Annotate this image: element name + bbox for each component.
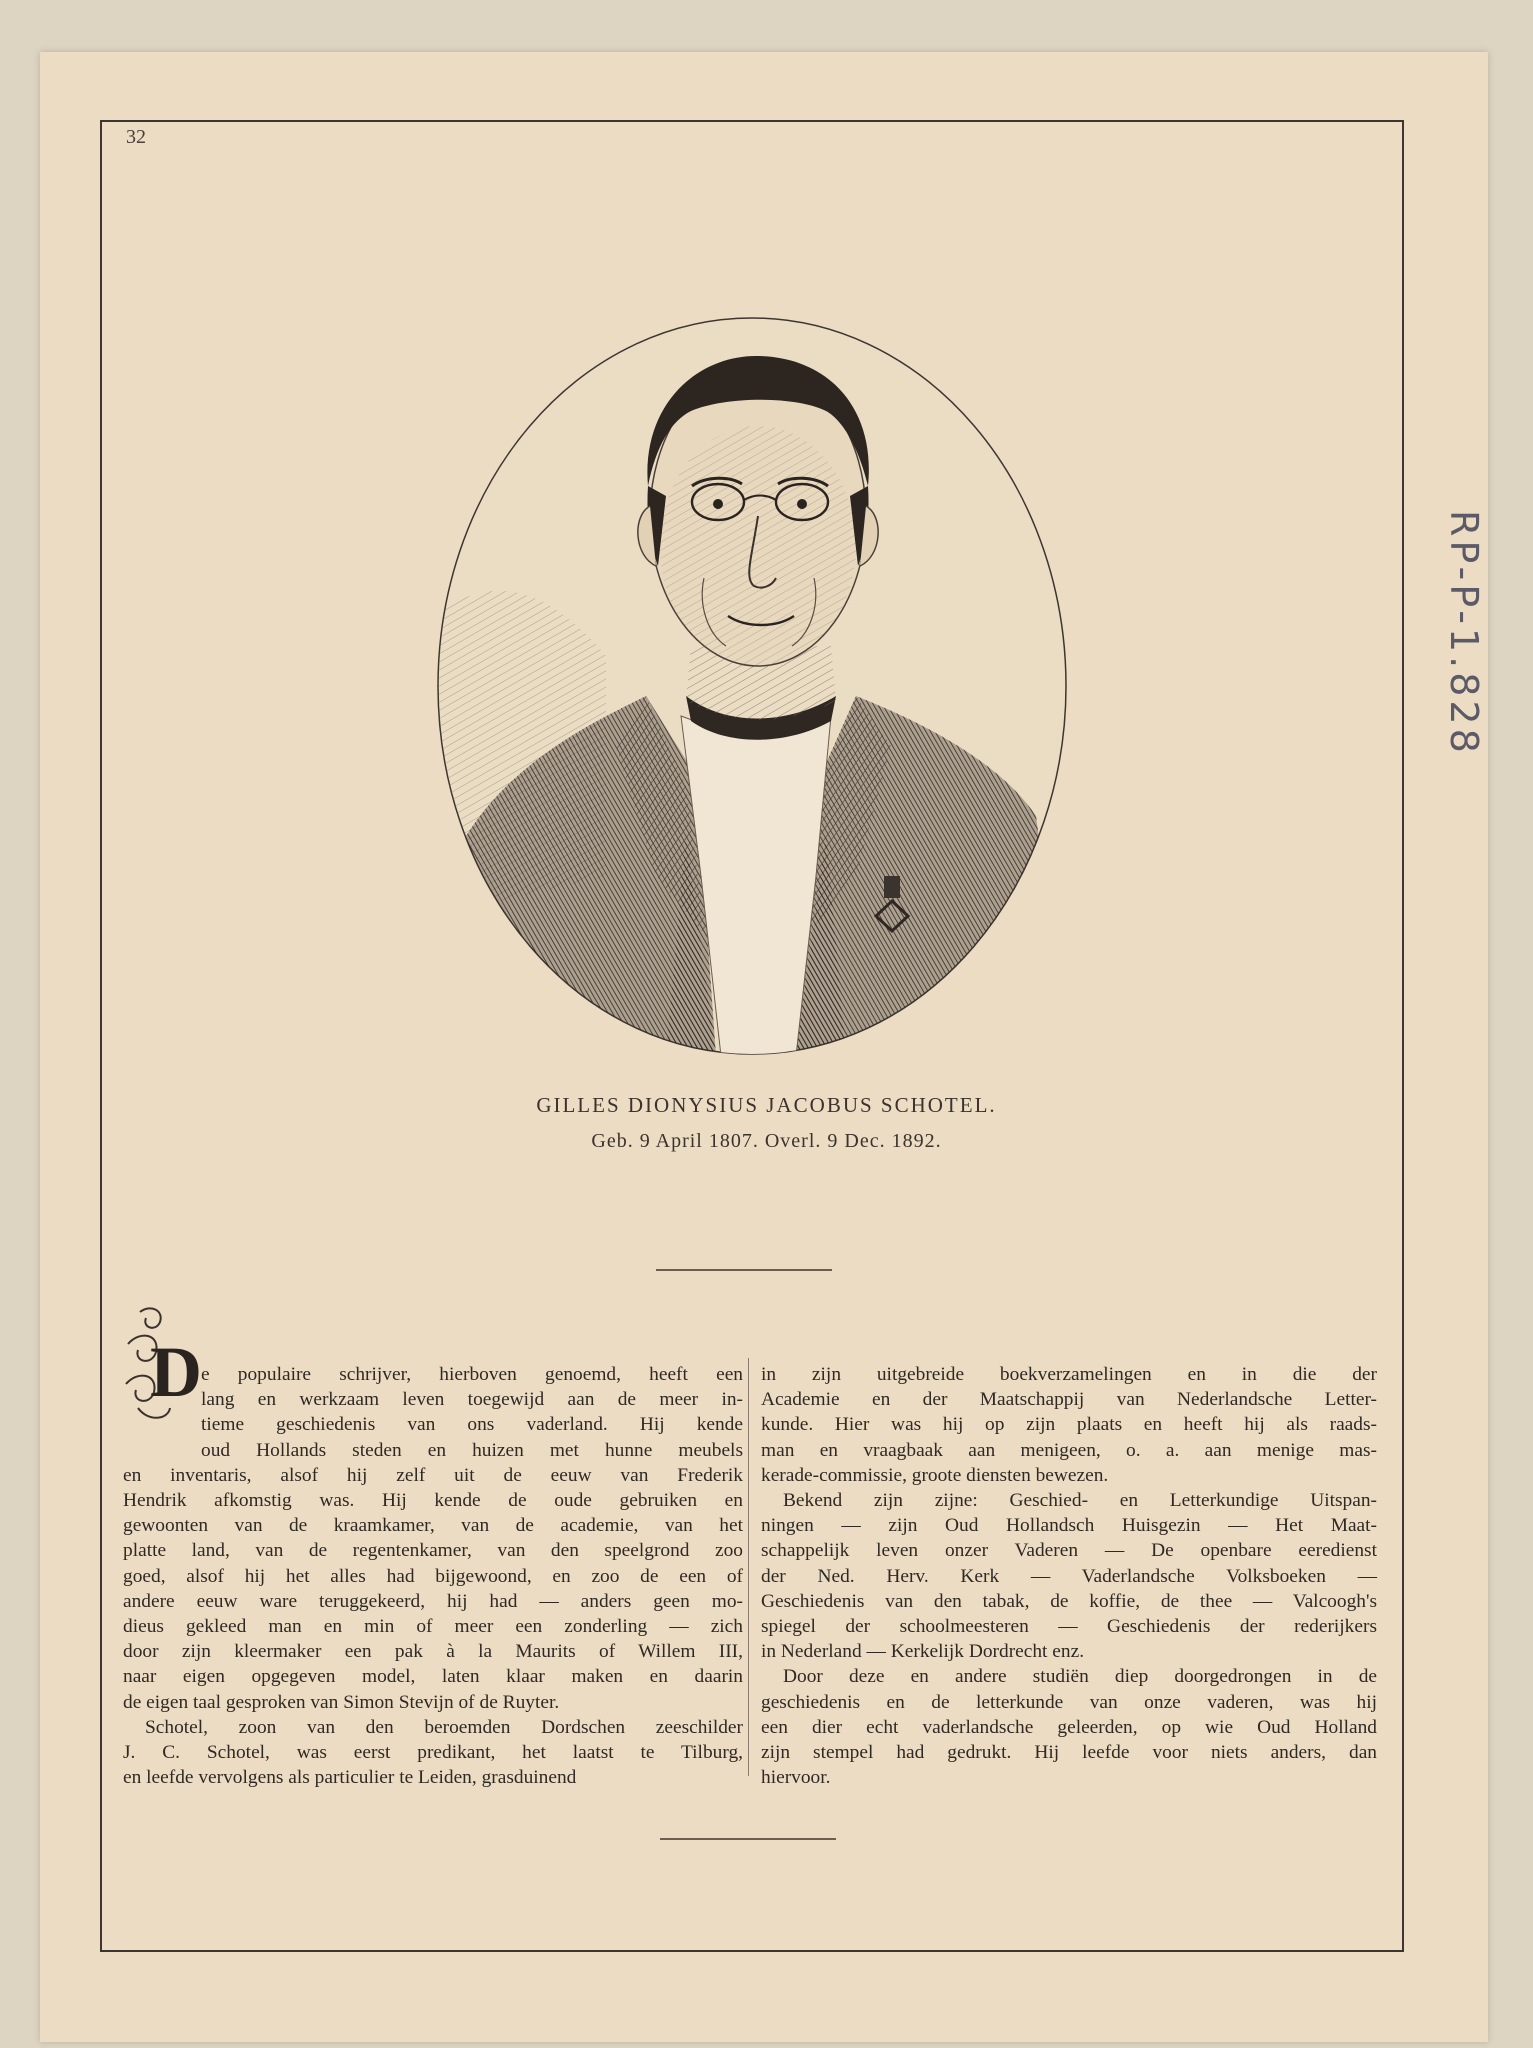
text-line: naar eigen opgegeven model, laten klaar maken en daarin xyxy=(123,1666,743,1688)
text-line: der Ned. Herv. Kerk — Vaderlandsche Volksboeken — xyxy=(761,1565,1377,1587)
text-line: zijn stempel had gedrukt. Hij leefde voor niets anders, dan xyxy=(761,1742,1377,1764)
archive-mark: RP-P-1.828 xyxy=(1442,510,1486,757)
text-line: lang en werkzaam leven toegewijd aan de meer in- xyxy=(201,1389,743,1411)
text-line: schappelijk leven onzer Vaderen — De openbare eeredienst xyxy=(761,1540,1377,1562)
text-line: Schotel, zoon van den beroemden Dordschen zeeschilder xyxy=(145,1716,743,1738)
text-line: in zijn uitgebreide boekverzamelingen en in die der xyxy=(761,1364,1377,1385)
text-line: e populaire schrijver, hierboven genoemd, heeft een xyxy=(201,1364,743,1385)
text-line: andere eeuw ware teruggekeerd, hij had — anders geen mo- xyxy=(123,1590,743,1612)
text-line: goed, alsof hij het alles had bijgewoond, en zoo de een of xyxy=(123,1565,743,1587)
caption-name: GILLES DIONYSIUS JACOBUS SCHOTEL. xyxy=(536,1093,997,1117)
text-line: en inventaris, alsof hij zelf uit de eeuw van Frederik xyxy=(123,1464,743,1486)
text-line: Geschiedenis van den tabak, de koffie, de thee — Valcoogh's xyxy=(761,1590,1377,1612)
column-divider xyxy=(748,1358,749,1776)
separator-rule xyxy=(656,1269,832,1271)
text-line: in Nederland — Kerkelijk Dordrecht enz. xyxy=(761,1641,1085,1663)
text-line: een dier echt vaderlandsche geleerden, op wie Oud Holland xyxy=(761,1716,1377,1738)
text-line: oud Hollands steden en huizen met hunne meubels xyxy=(201,1439,743,1461)
text-line: Academie en der Maatschappij van Nederlandsche Letter- xyxy=(761,1389,1377,1411)
text-line: platte land, van de regentenkamer, van den speelgrond zoo xyxy=(123,1540,743,1562)
text-line: spiegel der schoolmeesteren — Geschiedenis der rederijkers xyxy=(761,1616,1377,1638)
text-line: man en vraagbaak aan menigeen, o. a. aan menige mas- xyxy=(761,1439,1377,1461)
text-line: Bekend zijn zijne: Geschied- en Letterkundige Uitspan- xyxy=(783,1490,1377,1512)
text-line: kerade-commissie, groote diensten bewezen. xyxy=(761,1464,1109,1486)
text-line: gewoonten van de kraamkamer, van de academie, van het xyxy=(123,1515,743,1537)
right-column xyxy=(761,1362,1377,1790)
text-line: kunde. Hier was hij op zijn plaats en heeft hij als raads- xyxy=(761,1414,1377,1436)
text-line: tieme geschiedenis van ons vaderland. Hij kende xyxy=(201,1414,743,1436)
caption-dates: Geb. 9 April 1807. Overl. 9 Dec. 1892. xyxy=(591,1130,942,1152)
left-column xyxy=(123,1362,743,1790)
dropcap-letter: D xyxy=(150,1332,202,1412)
text-line: dieus gekleed man en min of meer een zonderling — zich xyxy=(123,1616,743,1638)
text-line: ningen — zijn Oud Hollandsch Huisgezin — Het Maat- xyxy=(761,1515,1377,1537)
end-rule xyxy=(660,1838,836,1840)
text-line: door zijn kleermaker een pak à la Maurits of Willem III, xyxy=(123,1641,743,1663)
portrait-engraving xyxy=(436,316,1068,1056)
text-line: Hendrik afkomstig was. Hij kende de oude gebruiken en xyxy=(123,1490,743,1512)
text-line: de eigen taal gesproken van Simon Stevijn of de Ruyter. xyxy=(123,1691,560,1713)
page-number: 32 xyxy=(126,126,146,148)
text-line: geschiedenis en de letterkunde van onze vaderen, was hij xyxy=(761,1691,1377,1713)
text-line: J. C. Schotel, was eerst predikant, het laatst te Tilburg, xyxy=(123,1742,743,1764)
text-line: hiervoor. xyxy=(761,1767,831,1789)
text-line: Door deze en andere studiën diep doorgedrongen in de xyxy=(783,1666,1377,1688)
text-line: en leefde vervolgens als particulier te Leiden, grasduinend xyxy=(123,1767,577,1789)
